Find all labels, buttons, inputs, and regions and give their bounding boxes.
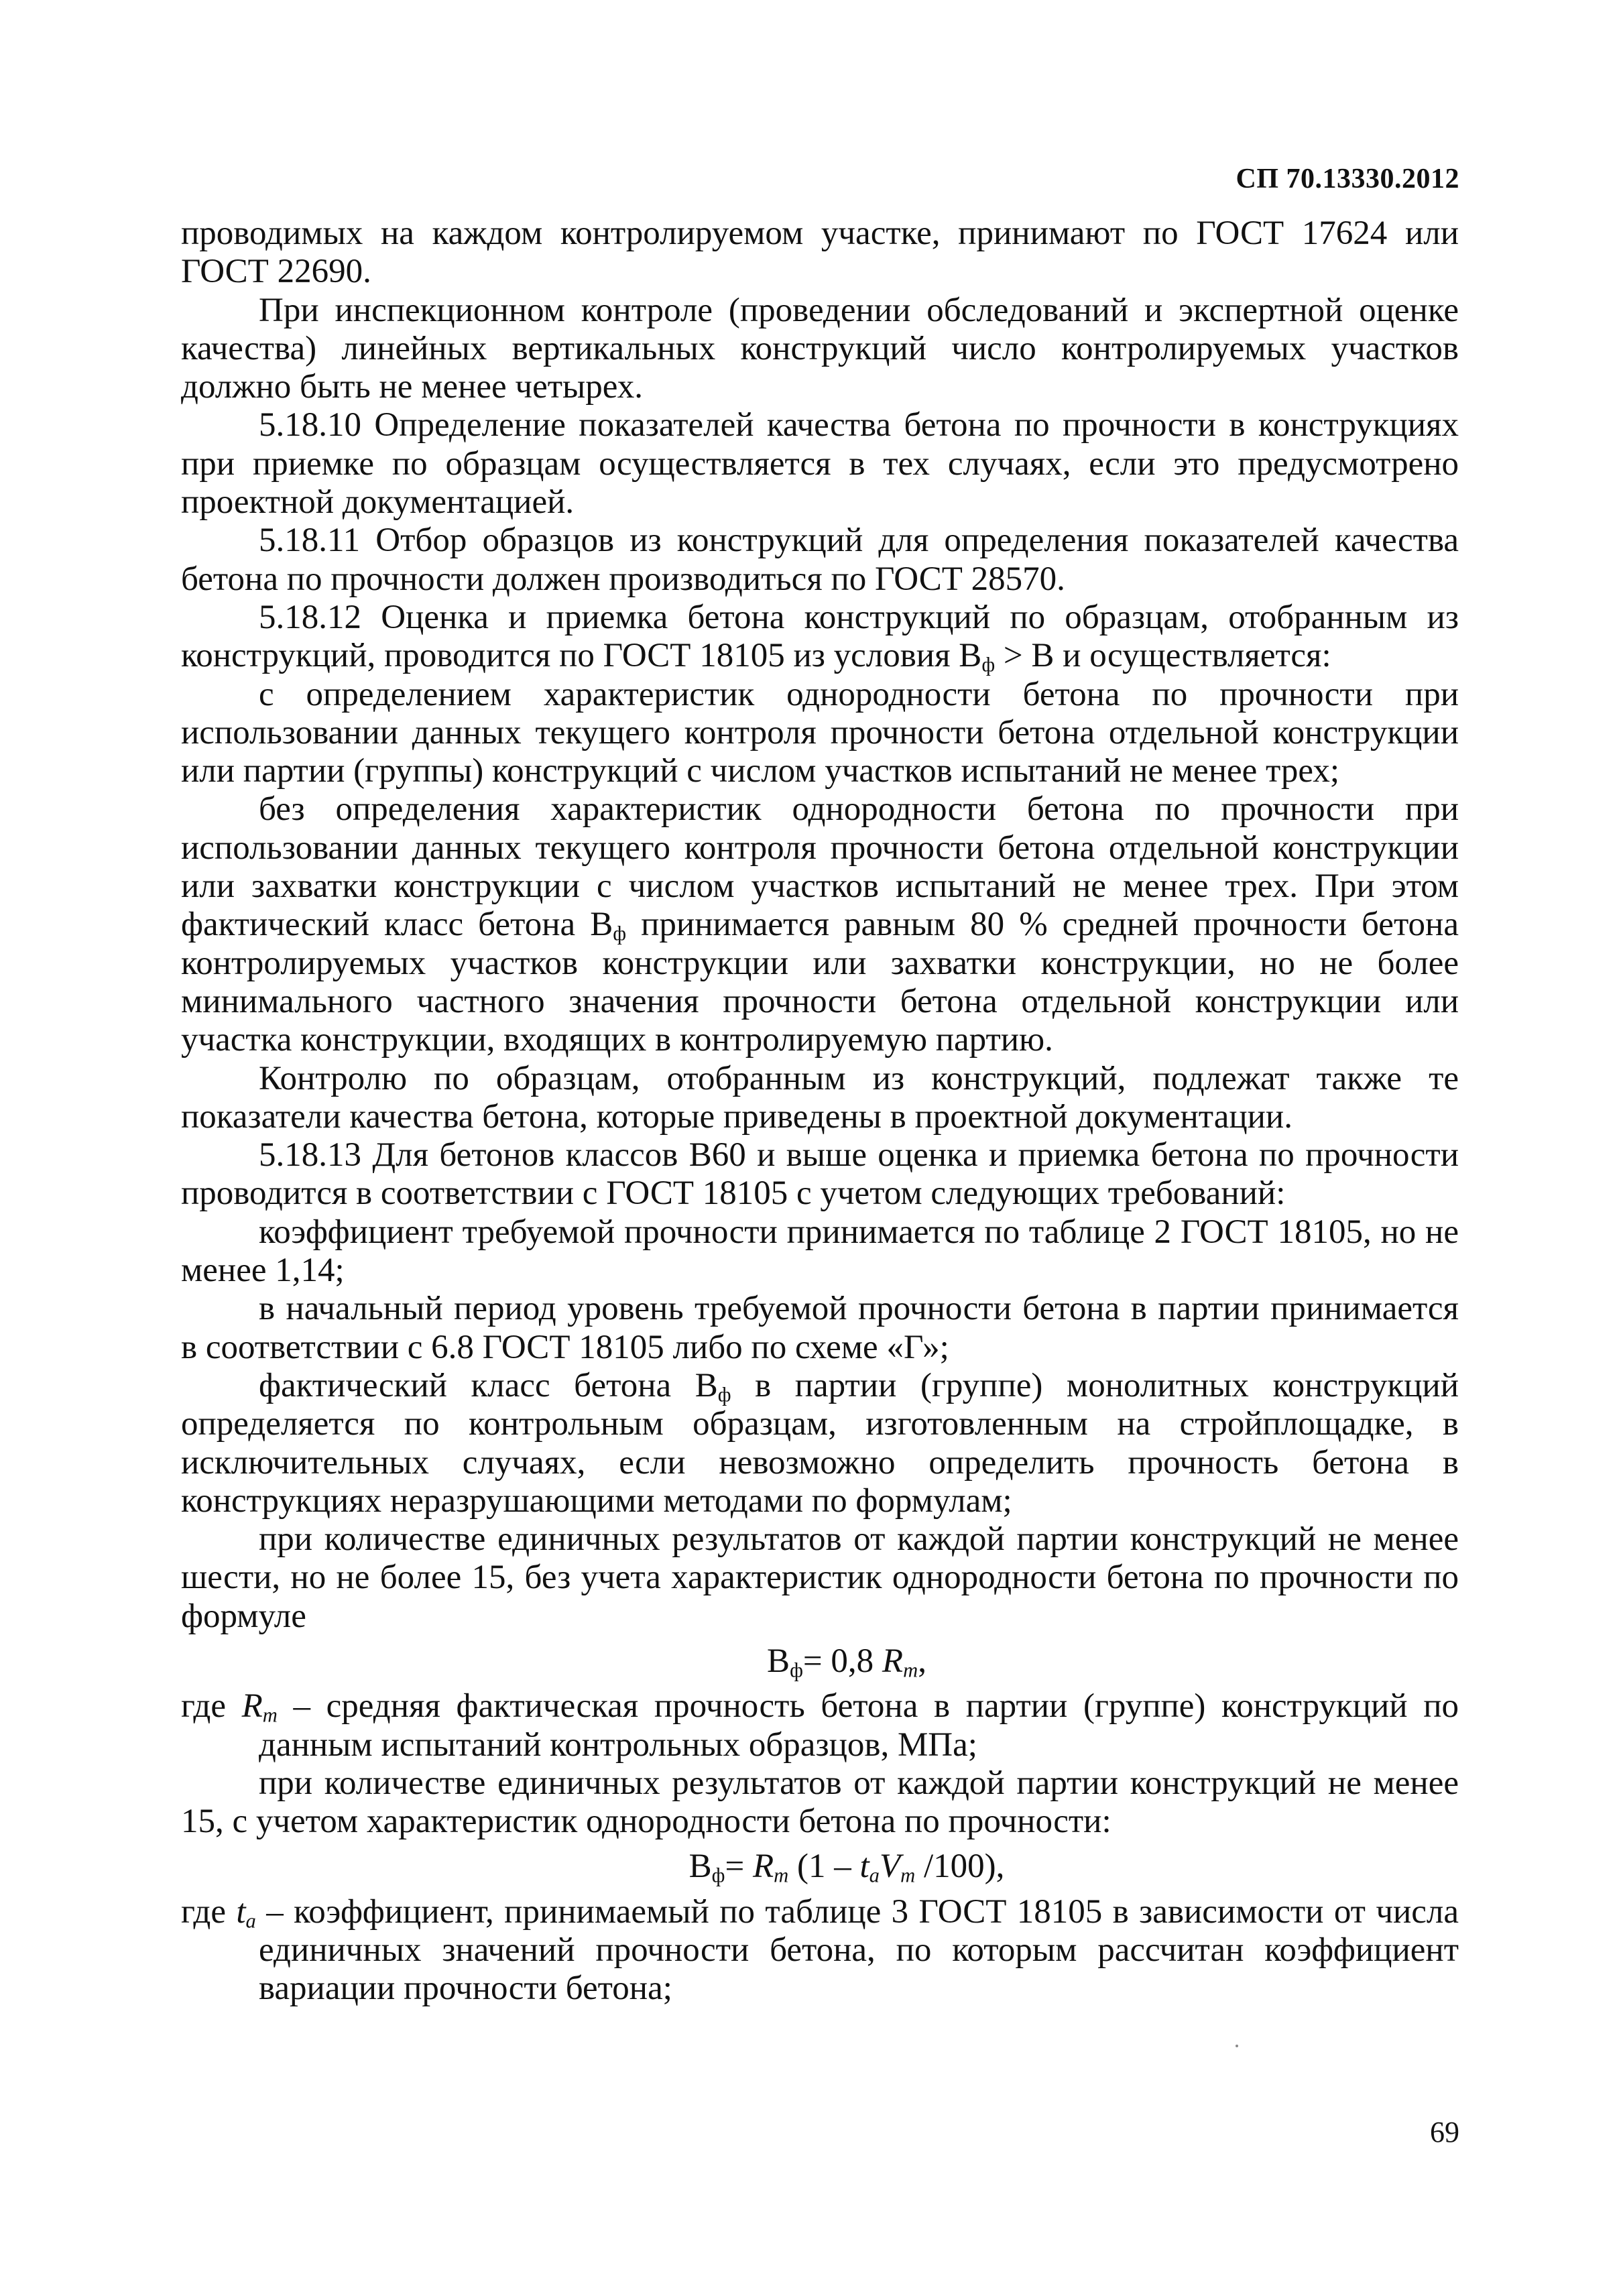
formula-text: В [688, 1848, 712, 1886]
paragraph: коэффициент требуемой прочности принимается по таблице 2 ГОСТ 18105, но не менее 1,14; [181, 1213, 1459, 1290]
text-run: где [181, 1892, 237, 1931]
subscript: m [262, 1703, 278, 1727]
paragraph: при количестве единичных результатов от каждой партии конструкций не менее шести, но не более 15, без учета характеристик однородности бетона по прочности по формуле [181, 1520, 1459, 1635]
text-run: где [181, 1687, 242, 1726]
formula-text: = 0,8 [802, 1642, 882, 1680]
text-run: принимается равным 80 % средней прочности бетона контролируемых участков конструкции или захватки конструкции, но не более минимального частного значения прочности бетона отдельной конструкции или участка конструкции, входящих в контролируемую партию. [181, 906, 1459, 1059]
formula-text: /100), [915, 1848, 1005, 1886]
formula-explanation [181, 1893, 1459, 2008]
subscript: ф [717, 1383, 731, 1406]
formula-text: = [725, 1848, 753, 1886]
paragraph: Контролю по образцам, отобранным из конструкций, подлежат также те показатели качества бетона, которые приведены в проектной документации. [181, 1059, 1459, 1136]
document-code: СП 70.13330.2012 [1236, 164, 1459, 194]
formula-variable: R [752, 1848, 774, 1886]
paragraph [181, 790, 1459, 1059]
subscript: ф [711, 1864, 725, 1888]
subscript: m [774, 1864, 789, 1888]
paragraph: в начальный период уровень требуемой прочности бетона в партии принимается в соответствии с 6.8 ГОСТ 18105 либо по схеме «Г»; [181, 1290, 1459, 1366]
subscript: a [245, 1909, 256, 1933]
page-body [181, 215, 1459, 2008]
text-run: – средняя фактическая прочность бетона в партии (группе) конструкций по данным испытаний контрольных образцов, МПа; [259, 1687, 1459, 1764]
text-run: 5.18.12 Оценка и приемка бетона конструкций по образцам, отобранным из конструкций, проводится по ГОСТ 18105 из условия В [181, 598, 1459, 675]
formula-text: , [918, 1642, 926, 1680]
paragraph: при количестве единичных результатов от каждой партии конструкций не менее 15, с учетом характеристик однородности бетона по прочности: [181, 1764, 1459, 1841]
paragraph: с определением характеристик однородности бетона по прочности при использовании данных текущего контроля прочности бетона отдельной конструкции или партии (группы) конструкций с числом участков испытаний не менее трех; [181, 675, 1459, 790]
subscript: ф [981, 653, 996, 676]
formula-text: В [767, 1642, 790, 1680]
paragraph [181, 1367, 1459, 1520]
formula [235, 1848, 1459, 1886]
text-run: фактический класс бетона В [259, 1366, 718, 1404]
paragraph: 5.18.11 Отбор образцов из конструкций для определения показателей качества бетона по прочности должен производиться по ГОСТ 28570. [181, 522, 1459, 598]
formula-variable: R [241, 1687, 263, 1726]
text-run: без определения характеристик однородности бетона по прочности при использовании данных текущего контроля прочности бетона отдельной конструкции или захватки конструкции с числом участков испытаний не менее трех. При этом фактический класс бетона В [181, 790, 1459, 944]
subscript: m [900, 1864, 916, 1888]
formula-variable: V [879, 1848, 901, 1886]
formula-variable: t [859, 1848, 869, 1886]
paragraph: При инспекционном контроле (проведении обследований и экспертной оценке качества) линейных вертикальных конструкций число контролируемых участков должно быть не менее четырех. [181, 291, 1459, 406]
page-number: 69 [1430, 2116, 1459, 2149]
subscript: m [903, 1658, 918, 1682]
text-run: в партии (группе) монолитных конструкций определяется по контрольным образцам, изготовленным на стройплощадке, в исключительных случаях, если невозможно определить прочность бетона в конструкциях неразрушающими методами по формулам; [181, 1366, 1459, 1520]
formula-variable: t [236, 1892, 246, 1931]
paragraph: 5.18.13 Для бетонов классов В60 и выше оценка и приемка бетона по прочности проводится в соответствии с ГОСТ 18105 с учетом следующих требований: [181, 1136, 1459, 1213]
subscript: ф [790, 1658, 803, 1682]
text-run: > В и осуществляется: [995, 637, 1331, 675]
subscript: a [869, 1864, 880, 1888]
formula-text: (1 – [788, 1848, 860, 1886]
text-run: – коэффициент, принимаемый по таблице 3 ГОСТ 18105 в зависимости от числа единичных значений прочности бетона, по которым рассчитан коэффициент вариации прочности бетона; [255, 1892, 1459, 2008]
formula-explanation [181, 1687, 1459, 1764]
subscript: ф [613, 922, 627, 945]
scan-speck [1236, 2045, 1238, 2047]
paragraph: 5.18.10 Определение показателей качества бетона по прочности в конструкциях при приемке по образцам осуществляется в тех случаях, если это предусмотрено проектной документацией. [181, 406, 1459, 522]
formula [235, 1642, 1459, 1681]
formula-variable: R [882, 1642, 904, 1680]
paragraph [181, 599, 1459, 676]
paragraph: проводимых на каждом контролируемом участке, принимают по ГОСТ 17624 или ГОСТ 22690. [181, 215, 1459, 291]
